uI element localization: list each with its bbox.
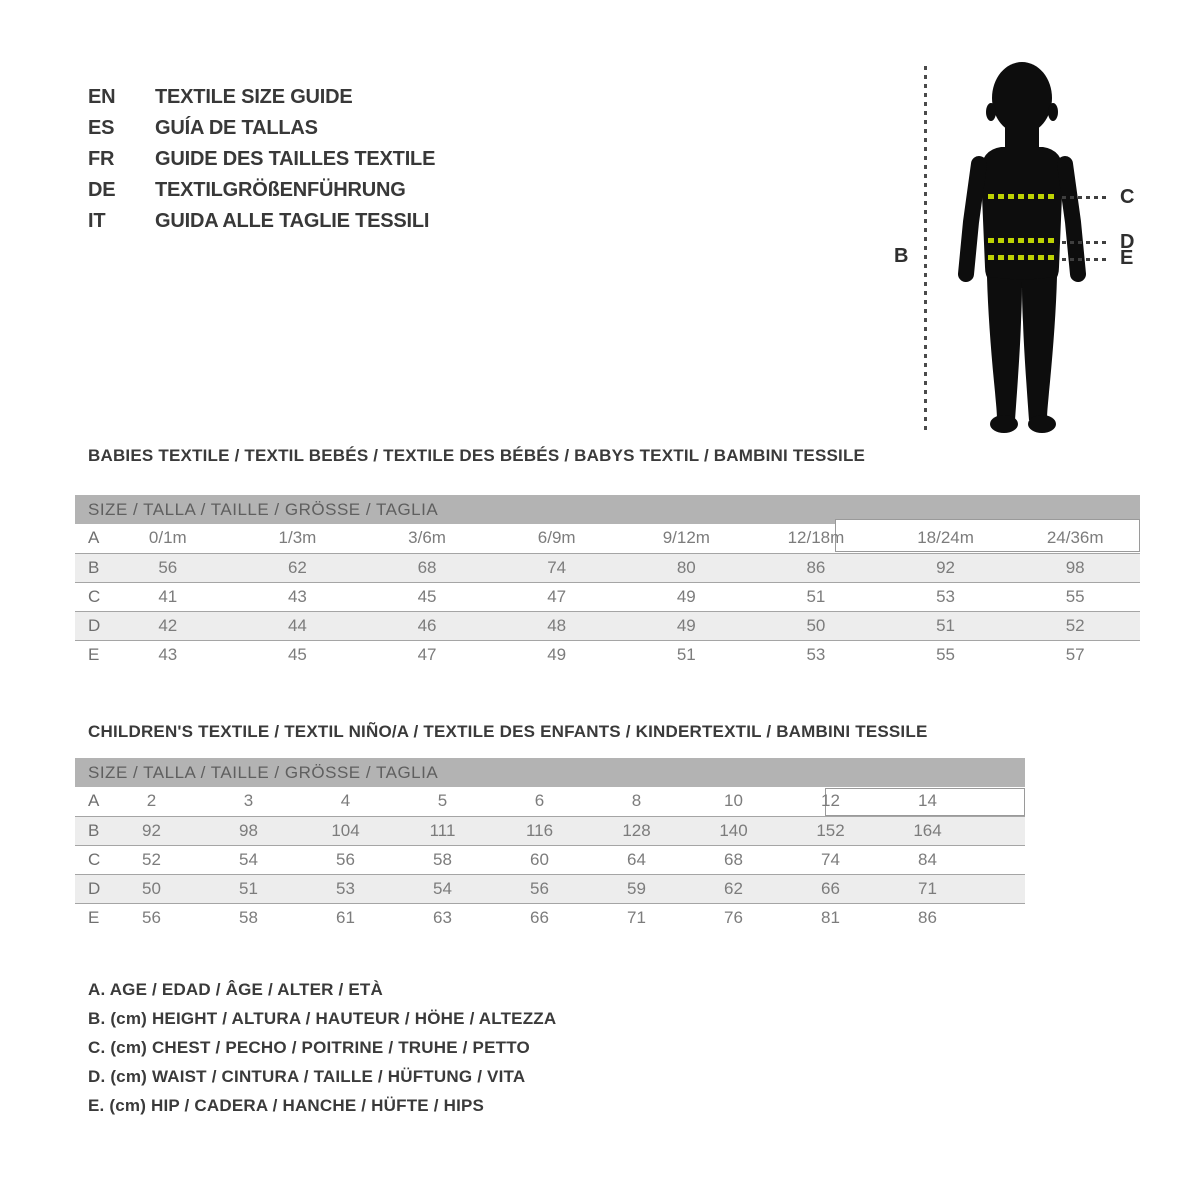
children-size-table-wrap	[75, 758, 1025, 932]
cell: 140	[685, 816, 782, 845]
cell: 0/1m	[148, 528, 187, 548]
cell: 53	[751, 640, 881, 669]
cell: 152	[782, 816, 879, 845]
chest-measure-dots	[1062, 196, 1106, 199]
cell: 74	[492, 553, 622, 582]
language-row-en	[88, 82, 435, 113]
cell: 164	[879, 816, 976, 845]
cell: 71	[879, 874, 976, 903]
cell: 86	[879, 903, 976, 932]
cell: 14	[918, 791, 937, 811]
legend-chest: C. (cm) CHEST / PECHO / POITRINE / TRUHE / PETTO	[88, 1038, 530, 1057]
waist-measure-dots	[1062, 241, 1106, 244]
cell: 54	[394, 874, 491, 903]
cell: 104	[297, 816, 394, 845]
cell: 43	[103, 640, 233, 669]
cell: 66	[491, 903, 588, 932]
cell: 64	[588, 845, 685, 874]
cell: 47	[492, 582, 622, 611]
cell: 53	[881, 582, 1011, 611]
cell: 51	[622, 640, 752, 669]
row-letter: C	[75, 845, 103, 874]
row-letter: E	[75, 903, 103, 932]
cell: 50	[103, 874, 200, 903]
cell: 56	[297, 845, 394, 874]
row-letter: D	[75, 874, 103, 903]
cell: 12/18m	[787, 528, 845, 548]
child-silhouette	[935, 52, 1095, 442]
measurement-figure	[880, 50, 1180, 450]
cell: 62	[685, 874, 782, 903]
label-c: C	[1120, 186, 1135, 208]
legend-height: B. (cm) HEIGHT / ALTURA / HAUTEUR / HÖHE / ALTEZZA	[88, 1009, 557, 1028]
language-code: ES	[88, 117, 115, 139]
cell: 76	[685, 903, 782, 932]
row-letter: B	[75, 816, 103, 845]
cell: 54	[200, 845, 297, 874]
cell: 3	[243, 791, 254, 811]
cell: 12	[821, 791, 840, 811]
cell: 49	[622, 582, 752, 611]
guide-title-es: GUÍA DE TALLAS	[155, 117, 318, 139]
cell: 74	[782, 845, 879, 874]
cell: 10	[724, 791, 743, 811]
cell: 60	[491, 845, 588, 874]
cell: 62	[233, 553, 363, 582]
cell: 8	[631, 791, 642, 811]
language-code: IT	[88, 210, 106, 232]
cell: 58	[394, 845, 491, 874]
cell: 71	[588, 903, 685, 932]
language-code: EN	[88, 86, 116, 108]
cell: 46	[362, 611, 492, 640]
cell: 55	[1010, 582, 1140, 611]
label-d: D	[1120, 231, 1135, 253]
cell: 53	[297, 874, 394, 903]
table-row-waist	[75, 874, 1025, 903]
table-row-age	[75, 787, 1025, 816]
cell: 6	[534, 791, 545, 811]
cell: 48	[492, 611, 622, 640]
babies-size-table	[75, 524, 1140, 669]
cell: 56	[103, 553, 233, 582]
cell: 2	[146, 791, 157, 811]
cell: 92	[103, 816, 200, 845]
spacer-cell	[976, 903, 1025, 932]
language-row-fr	[88, 144, 435, 175]
language-title-list	[88, 82, 435, 237]
cell: 80	[622, 553, 752, 582]
language-row-de	[88, 175, 435, 206]
cell: 59	[588, 874, 685, 903]
cell: 24/36m	[1046, 528, 1104, 548]
row-letter: C	[75, 582, 103, 611]
babies-size-header: SIZE / TALLA / TAILLE / GRÖSSE / TAGLIA	[75, 495, 1140, 524]
guide-title-de: TEXTILGRÖßENFÜHRUNG	[155, 179, 406, 201]
cell: 55	[881, 640, 1011, 669]
waist-measure-dash	[988, 238, 1056, 243]
table-row-height	[75, 816, 1025, 845]
cell: 43	[233, 582, 363, 611]
cell: 68	[362, 553, 492, 582]
cell: 128	[588, 816, 685, 845]
cell: 49	[622, 611, 752, 640]
cell: 81	[782, 903, 879, 932]
spacer-cell	[976, 816, 1025, 845]
legend-waist: D. (cm) WAIST / CINTURA / TAILLE / HÜFTUNG / VITA	[88, 1067, 526, 1086]
cell: 66	[782, 874, 879, 903]
cell: 98	[1010, 553, 1140, 582]
cell: 5	[437, 791, 448, 811]
cell: 44	[233, 611, 363, 640]
cell: 57	[1010, 640, 1140, 669]
cell: 51	[881, 611, 1011, 640]
cell: 61	[297, 903, 394, 932]
label-e: E	[1120, 247, 1134, 269]
children-size-table	[75, 787, 1025, 932]
cell: 116	[491, 816, 588, 845]
children-section-title: CHILDREN'S TEXTILE / TEXTIL NIÑO/A / TEXTILE DES ENFANTS / KINDERTEXTIL / BAMBINI TESSILE	[88, 722, 928, 741]
cell: 41	[103, 582, 233, 611]
cell: 86	[751, 553, 881, 582]
cell: 3/6m	[408, 528, 446, 548]
cell: 6/9m	[537, 528, 576, 548]
measurement-legend	[88, 975, 556, 1120]
row-letter: A	[88, 528, 100, 548]
table-row-height	[75, 553, 1140, 582]
cell: 51	[200, 874, 297, 903]
cell: 49	[492, 640, 622, 669]
table-row-chest	[75, 582, 1140, 611]
cell: 68	[685, 845, 782, 874]
cell: 98	[200, 816, 297, 845]
children-size-header: SIZE / TALLA / TAILLE / GRÖSSE / TAGLIA	[75, 758, 1025, 787]
babies-section-title: BABIES TEXTILE / TEXTIL BEBÉS / TEXTILE DES BÉBÉS / BABYS TEXTIL / BAMBINI TESSILE	[88, 446, 866, 465]
row-letter: E	[75, 640, 103, 669]
language-code: FR	[88, 148, 115, 170]
cell: 56	[491, 874, 588, 903]
language-code: DE	[88, 179, 116, 201]
guide-title-en: TEXTILE SIZE GUIDE	[155, 86, 353, 108]
spacer-cell	[976, 787, 1025, 816]
guide-title-fr: GUIDE DES TAILLES TEXTILE	[155, 148, 436, 170]
cell: 84	[879, 845, 976, 874]
label-b: B	[894, 245, 909, 267]
table-row-hip	[75, 640, 1140, 669]
cell: 58	[200, 903, 297, 932]
cell: 51	[751, 582, 881, 611]
cell: 47	[362, 640, 492, 669]
row-letter: B	[75, 553, 103, 582]
row-letter: D	[75, 611, 103, 640]
cell: 4	[340, 791, 351, 811]
cell: 1/3m	[278, 528, 317, 548]
cell: 18/24m	[917, 528, 974, 548]
cell: 56	[103, 903, 200, 932]
cell: 92	[881, 553, 1011, 582]
cell: 111	[394, 816, 491, 845]
cell: 9/12m	[662, 528, 710, 548]
table-row-age	[75, 524, 1140, 553]
cell: 42	[103, 611, 233, 640]
spacer-cell	[976, 874, 1025, 903]
guide-title-it: GUIDA ALLE TAGLIE TESSILI	[155, 210, 430, 232]
legend-hip: E. (cm) HIP / CADERA / HANCHE / HÜFTE / HIPS	[88, 1096, 485, 1115]
chest-measure-dash	[988, 194, 1056, 199]
cell: 52	[103, 845, 200, 874]
language-row-it	[88, 206, 435, 237]
babies-size-table-wrap	[75, 495, 1140, 669]
spacer-cell	[976, 845, 1025, 874]
cell: 50	[751, 611, 881, 640]
row-letter: A	[88, 791, 100, 811]
cell: 63	[394, 903, 491, 932]
legend-age: A. AGE / EDAD / ÂGE / ALTER / ETÀ	[88, 980, 383, 999]
table-row-waist	[75, 611, 1140, 640]
height-measure-line	[924, 66, 927, 432]
table-row-chest	[75, 845, 1025, 874]
cell: 52	[1010, 611, 1140, 640]
table-row-hip	[75, 903, 1025, 932]
cell: 45	[233, 640, 363, 669]
hip-measure-dots	[1062, 258, 1106, 261]
cell: 45	[362, 582, 492, 611]
language-row-es	[88, 113, 435, 144]
hip-measure-dash	[988, 255, 1056, 260]
